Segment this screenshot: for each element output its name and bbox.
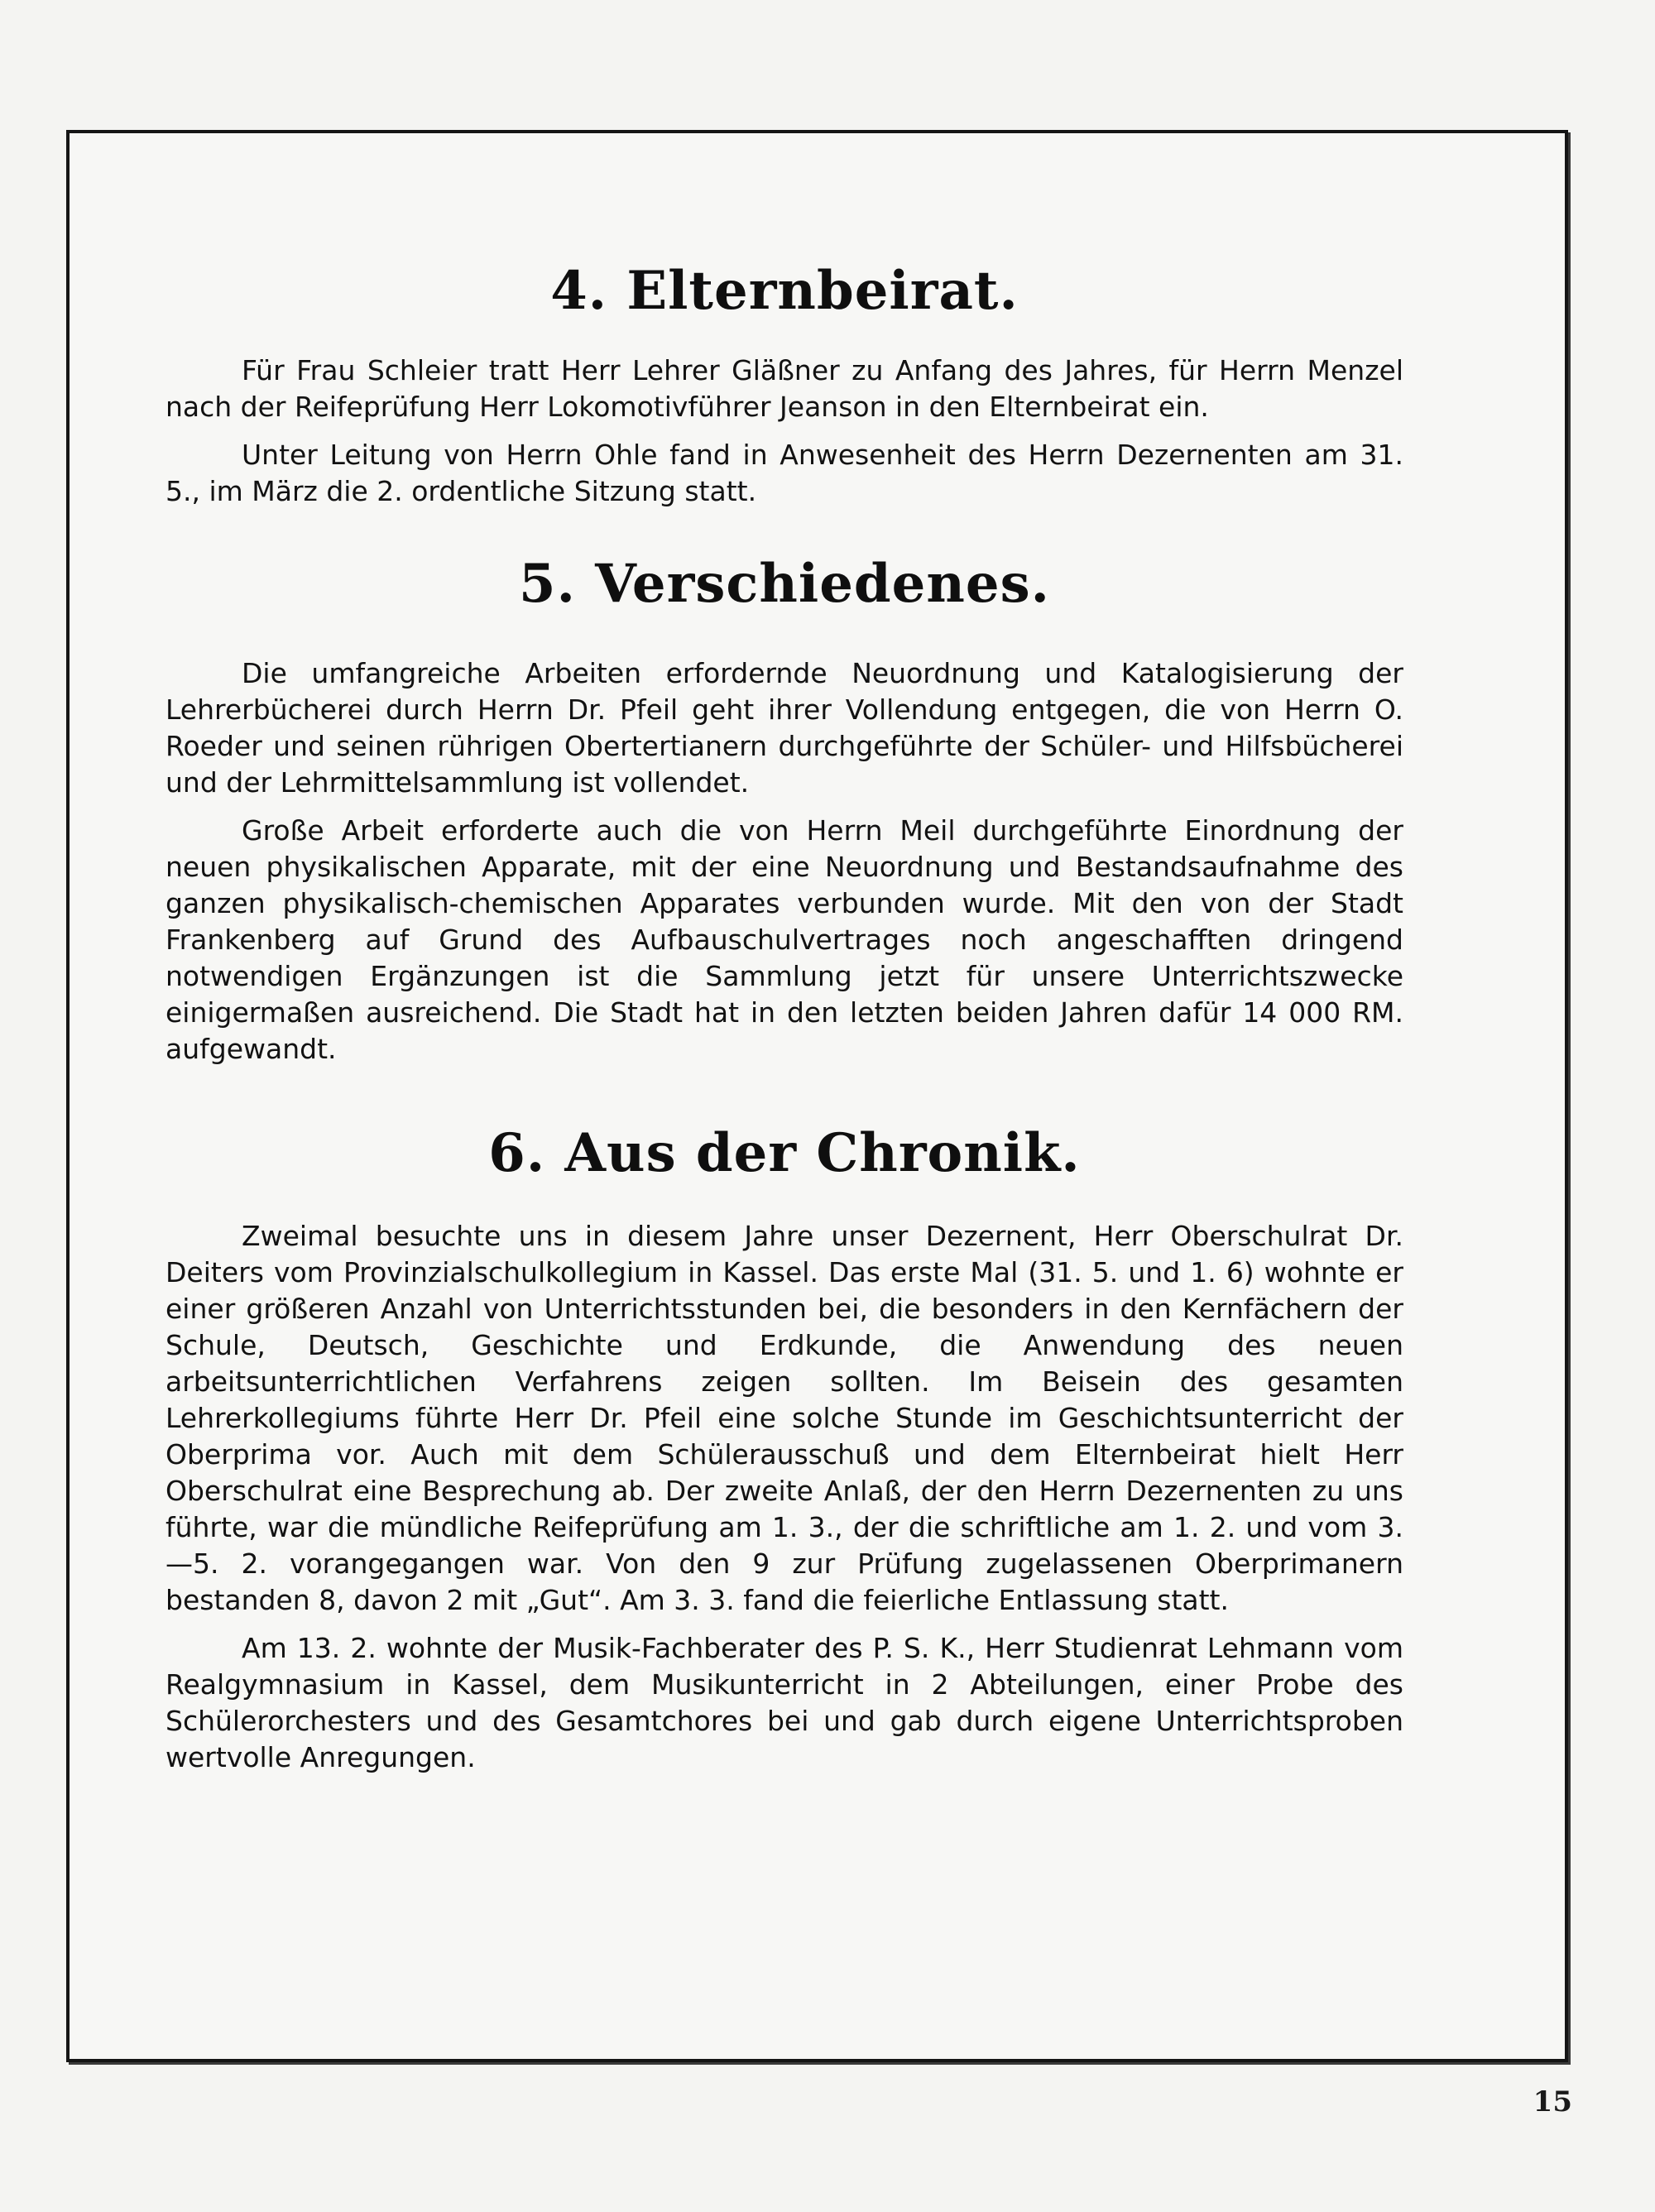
paragraph: Zweimal besuchte uns in diesem Jahre unser Dezernent, Herr Oberschulrat Dr. Deiters vom Provinzialschulkollegium in Kassel. Das erste Mal (31. 5. und 1. 6) wohnte er einer größeren Anzahl von Unterrichtsstunden bei, die besonders in den Kernfächern der Schule, Deutsch, Geschichte und Erdkunde, die Anwendung des neuen arbeitsunterrichtlichen Verfahrens zeigen sollten. Im Beisein des gesamten Lehrerkollegiums führte Herr Dr. Pfeil eine solche Stunde im Geschichtsunterricht der Oberprima vor. Auch mit dem Schülerausschuß und dem Elternbeirat hielt Herr Oberschulrat eine Besprechung ab. Der zweite Anlaß, der den Herrn Dezernenten zu uns führte, war die mündliche Reifeprüfung am 1. 3., der die schriftliche am 1. 2. und vom 3.—5. 2. vorangegangen war. Von den 9 zur Prüfung zugelassenen Oberprimanern bestanden 8, davon 2 mit „Gut“. Am 3. 3. fand die feierliche Entlassung statt. — [166, 1220, 1403, 1616]
section-heading-elternbeirat: 4. Elternbeirat. — [550, 260, 1019, 322]
page-number: 15 — [1533, 2085, 1572, 2118]
page-content — [166, 240, 1403, 1776]
paragraph: Am 13. 2. wohnte der Musik-Fachberater des P. S. K., Herr Studienrat Lehmann vom Realgymnasium in Kassel, dem Musikunterricht in 2 Abteilungen, einer Probe des Schülerorchesters und des Gesamtchores bei und gab durch eigene Unterrichtsproben wertvolle Anregungen. — [166, 1632, 1403, 1773]
paragraph: Die umfangreiche Arbeiten erfordernde Neuordnung und Katalogisierung der Lehrerbücherei durch Herrn Dr. Pfeil geht ihrer Vollendung entgegen, die von Herrn O. Roeder und seinen rührigen Obertertianern durchgeführte der Schüler- und Hilfsbücherei und der Lehrmittelsammlung ist vollendet. — [166, 657, 1403, 799]
section-heading-chronik: 6. Aus der Chronik. — [488, 1122, 1081, 1184]
section-heading-verschiedenes: 5. Verschiedenes. — [519, 553, 1050, 615]
paragraph: Große Arbeit erforderte auch die von Herrn Meil durchgeführte Einordnung der neuen physikalischen Apparate, mit der eine Neuordnung und Bestandsaufnahme des ganzen physikalisch-chemischen Apparates verbunden wurde. Mit den von der Stadt Frankenberg auf Grund des Aufbauschulvertrages noch angeschafften dringend notwendigen Ergänzungen ist die Sammlung jetzt für unsere Unterrichtszwecke einigermaßen ausreichend. Die Stadt hat in den letzten beiden Jahren dafür 14 000 RM. aufgewandt. — [166, 814, 1403, 1065]
paragraph: Für Frau Schleier tratt Herr Lehrer Gläßner zu Anfang des Jahres, für Herrn Menzel nach der Reifeprüfung Herr Lokomotivführer Jeanson in den Elternbeirat ein. — [166, 354, 1403, 423]
paragraph: Unter Leitung von Herrn Ohle fand in Anwesenheit des Herrn Dezernenten am 31. 5., im März die 2. ordentliche Sitzung statt. — [166, 439, 1403, 507]
